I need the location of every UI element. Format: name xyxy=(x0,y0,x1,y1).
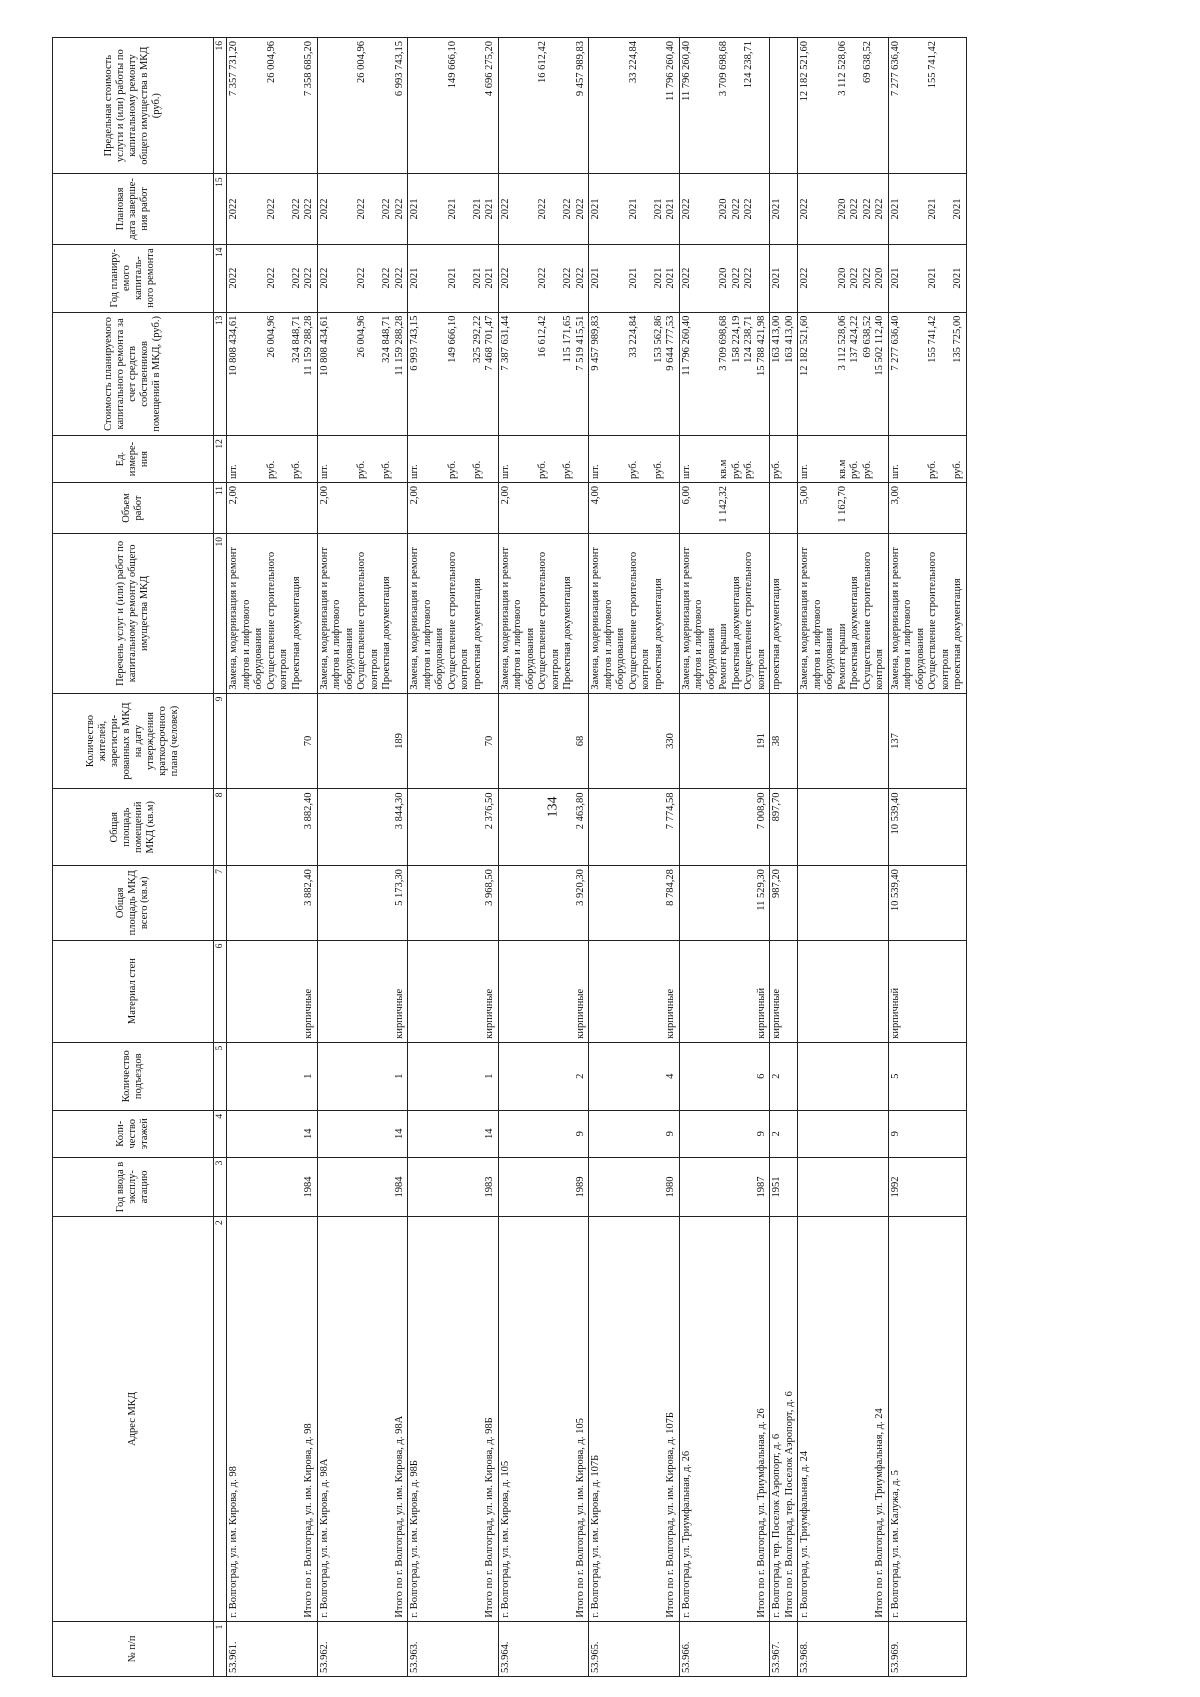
cell-col-9: 191 xyxy=(679,693,770,789)
cell-col-7: 3 882,40 xyxy=(227,866,318,941)
header-row xyxy=(53,38,214,1677)
cell-col-9: 330 xyxy=(589,693,680,789)
column-number: 7 xyxy=(214,866,227,941)
cell-col-10: Замена, модернизация и ремонт лифтов и лифтового оборудования Осуществление строительного контроля Проектная документация xyxy=(498,534,589,694)
cell-col-2: г. Волгоград, тер. Поселок Аэропорт, д. 6 Итого по г. Волгоград, тер. Поселок Аэропорт, д. 6 xyxy=(770,1217,798,1621)
cell-col-2: г. Волгоград, ул. им. Кирова, д. 98Б Итого по г. Волгоград, ул. им. Кирова, д. 98Б xyxy=(408,1217,499,1621)
cell-col-12: руб. xyxy=(770,436,798,483)
header-cell: Стоимость планируемого капитального ремонта за счет средств собственников помещений в МКД, (руб.) xyxy=(53,312,214,435)
cell-col-9: 38 xyxy=(770,693,798,789)
table-row xyxy=(679,38,770,1677)
cell-col-11: 3,00 xyxy=(888,482,966,533)
cell-col-3: 1987 xyxy=(679,1157,770,1217)
header-cell: Перечень услуг и (или) работ по капитальному ремонту общего имущества МКД xyxy=(53,534,214,694)
cell-col-6: кирпичные xyxy=(589,940,680,1042)
cell-col-11: 6,00 1 142,32 xyxy=(679,482,770,533)
cell-col-8: 3 844,30 xyxy=(317,789,408,866)
column-number: 3 xyxy=(214,1157,227,1217)
cell-col-7: 987,20 xyxy=(770,866,798,941)
cell-col-16: 149 666,10 4 696 275,20 xyxy=(408,38,499,174)
cell-col-5: 6 xyxy=(679,1042,770,1110)
header-cell: Предельная стоимость услуги и (или) работы по капитальному ремонту общего имущества в МКД (руб.) xyxy=(53,38,214,174)
cell-col-6: кирпичные xyxy=(317,940,408,1042)
column-number: 12 xyxy=(214,436,227,483)
cell-col-16: 12 182 521,60 3 112 528,06 69 638,52 xyxy=(798,38,889,174)
cell-col-9: 137 xyxy=(888,693,966,789)
cell-col-8: 3 882,40 xyxy=(227,789,318,866)
cell-col-15: 2021 xyxy=(770,174,798,244)
cell-col-5: 2 xyxy=(770,1042,798,1110)
cell-col-5: 1 xyxy=(408,1042,499,1110)
column-number: 15 xyxy=(214,174,227,244)
cell-col-2: г. Волгоград, ул. им. Кирова, д. 98А Итого по г. Волгоград, ул. им. Кирова, д. 98А xyxy=(317,1217,408,1621)
cell-col-6: кирпичные xyxy=(408,940,499,1042)
cell-col-16: 11 796 260,40 3 709 698,68 124 238,71 xyxy=(679,38,770,174)
cell-col-1: 53.963. xyxy=(408,1621,499,1676)
cell-col-4: 9 xyxy=(888,1110,966,1157)
cell-col-9: 189 xyxy=(317,693,408,789)
page-number: 134 xyxy=(545,796,560,818)
cell-col-6: кирпичные xyxy=(227,940,318,1042)
cell-col-3: 1989 xyxy=(498,1157,589,1217)
cell-col-2: г. Волгоград, ул. им. Калужа, д. 5 xyxy=(888,1217,966,1621)
cell-col-16 xyxy=(770,38,798,174)
cell-col-5 xyxy=(798,1042,889,1110)
column-number: 5 xyxy=(214,1042,227,1110)
header-cell: Количество подъездов xyxy=(53,1042,214,1110)
cell-col-15: 2022 2020 2022 2022 2022 xyxy=(798,174,889,244)
table-row xyxy=(317,38,408,1677)
cell-col-15: 2022 2022 2022 2022 xyxy=(498,174,589,244)
cell-col-1: 53.966. xyxy=(679,1621,770,1676)
cell-col-5: 5 xyxy=(888,1042,966,1110)
header-cell: Коли-чество этажей xyxy=(53,1110,214,1157)
cell-col-13: 12 182 521,60 3 112 528,06 137 424,22 69 638,52 15 502 112,40 xyxy=(798,312,889,435)
cell-col-13: 10 808 434,61 26 004,96 324 848,71 11 159 288,28 xyxy=(227,312,318,435)
repair-plan-table xyxy=(52,37,967,1677)
column-number: 11 xyxy=(214,482,227,533)
cell-col-3: 1992 xyxy=(888,1157,966,1217)
cell-col-10: Замена, модернизация и ремонт лифтов и лифтового оборудования Осуществление строительного контроля проектная документация xyxy=(408,534,499,694)
header-cell: Ед. измере-ния xyxy=(53,436,214,483)
cell-col-2: г. Волгоград, ул. им. Кирова, д. 105 Итого по г. Волгоград, ул. им. Кирова, д. 105 xyxy=(498,1217,589,1621)
cell-col-11: 5,00 1 162,70 xyxy=(798,482,889,533)
cell-col-4: 9 xyxy=(679,1110,770,1157)
cell-col-9 xyxy=(798,693,889,789)
column-number: 4 xyxy=(214,1110,227,1157)
cell-col-11: 2,00 xyxy=(227,482,318,533)
cell-col-11: 4,00 xyxy=(589,482,680,533)
header-cell: Общая площадь помещений МКД (кв.м) xyxy=(53,789,214,866)
cell-col-10: Замена, модернизация и ремонт лифтов и лифтового оборудования Ремонт крыши Проектная документация Осуществление строительного контроля xyxy=(798,534,889,694)
cell-col-14: 2022 2022 2022 2022 xyxy=(498,244,589,312)
column-number: 13 xyxy=(214,312,227,435)
cell-col-15: 2021 2021 2021 xyxy=(888,174,966,244)
cell-col-6: кирпичный xyxy=(888,940,966,1042)
cell-col-6 xyxy=(798,940,889,1042)
cell-col-8: 2 376,50 xyxy=(408,789,499,866)
cell-col-13: 6 993 743,15 149 666,10 325 292,22 7 468 701,47 xyxy=(408,312,499,435)
cell-col-16: 26 004,96 6 993 743,15 xyxy=(317,38,408,174)
cell-col-11: 2,00 xyxy=(408,482,499,533)
table-row xyxy=(408,38,499,1677)
header-cell: № п/п xyxy=(53,1621,214,1676)
cell-col-11: 2,00 xyxy=(498,482,589,533)
cell-col-3: 1951 xyxy=(770,1157,798,1217)
cell-col-1: 53.965. xyxy=(589,1621,680,1676)
column-number: 16 xyxy=(214,38,227,174)
cell-col-13: 10 808 434,61 26 004,96 324 848,71 11 159 288,28 xyxy=(317,312,408,435)
cell-col-7: 5 173,30 xyxy=(317,866,408,941)
cell-col-2: г. Волгоград, ул. им. Кирова, д. 107Б Итого по г. Волгоград, ул. им. Кирова, д. 107Б xyxy=(589,1217,680,1621)
cell-col-3: 1980 xyxy=(589,1157,680,1217)
cell-col-7: 10 539,40 xyxy=(888,866,966,941)
header-cell: Год планиру-емого капиталь-ного ремонта xyxy=(53,244,214,312)
header-cell: Объем работ xyxy=(53,482,214,533)
cell-col-6: кирпичные xyxy=(498,940,589,1042)
cell-col-6: кирпичный xyxy=(679,940,770,1042)
table-body xyxy=(227,38,967,1677)
cell-col-10: Замена, модернизация и ремонт лифтов и лифтового оборудования Осуществление строительного контроля Проектная документация xyxy=(227,534,318,694)
cell-col-16: 7 357 731,20 26 004,96 7 358 685,20 xyxy=(227,38,318,174)
cell-col-13: 9 457 989,83 33 224,84 153 562,86 9 644 777,53 xyxy=(589,312,680,435)
cell-col-4: 14 xyxy=(408,1110,499,1157)
cell-col-13: 7 277 636,40 155 741,42 135 725,00 xyxy=(888,312,966,435)
cell-col-14: 2022 2020 2022 2022 2020 xyxy=(798,244,889,312)
column-number: 8 xyxy=(214,789,227,866)
cell-col-15: 2021 2021 2021 2021 xyxy=(589,174,680,244)
cell-col-1: 53.961. xyxy=(227,1621,318,1676)
cell-col-1: 53.967. xyxy=(770,1621,798,1676)
cell-col-10: Замена, модернизация и ремонт лифтов и лифтового оборудования Ремонт крыши Проектная документация Осуществление строительного контроля xyxy=(679,534,770,694)
cell-col-5: 4 xyxy=(589,1042,680,1110)
table-row xyxy=(589,38,680,1677)
cell-col-12: шт. руб. руб. xyxy=(888,436,966,483)
cell-col-14: 2022 2022 2022 2022 xyxy=(227,244,318,312)
cell-col-9: 70 xyxy=(408,693,499,789)
cell-col-4: 9 xyxy=(498,1110,589,1157)
cell-col-14: 2022 2022 2022 2022 xyxy=(317,244,408,312)
cell-col-9: 68 xyxy=(498,693,589,789)
cell-col-2: г. Волгоград, ул. Триумфальная, д. 24 Итого по г. Волгоград, ул. Триумфальная, д. 24 xyxy=(798,1217,889,1621)
header-cell: Общая площадь МКД всего (кв.м) xyxy=(53,866,214,941)
cell-col-10: проектная документация xyxy=(770,534,798,694)
cell-col-15: 2022 2020 2022 2022 xyxy=(679,174,770,244)
cell-col-3: 1983 xyxy=(408,1157,499,1217)
cell-col-8 xyxy=(798,789,889,866)
cell-col-1: 53.968. xyxy=(798,1621,889,1676)
cell-col-4: 9 xyxy=(589,1110,680,1157)
cell-col-4: 14 xyxy=(317,1110,408,1157)
cell-col-12: шт. кв.м руб. руб. xyxy=(798,436,889,483)
table-row xyxy=(227,38,318,1677)
header-cell: Адрес МКД xyxy=(53,1217,214,1621)
cell-col-14: 2021 xyxy=(770,244,798,312)
cell-col-2: г. Волгоград, ул. Триумфальная, д. 26 Итого по г. Волгоград, ул. Триумфальная, д. 26 xyxy=(679,1217,770,1621)
cell-col-3 xyxy=(798,1157,889,1217)
cell-col-1: 53.969. xyxy=(888,1621,966,1676)
cell-col-13: 11 796 260,40 3 709 698,68 158 224,19 124 238,71 15 788 421,98 xyxy=(679,312,770,435)
cell-col-4 xyxy=(798,1110,889,1157)
cell-col-5: 1 xyxy=(227,1042,318,1110)
cell-col-8: 10 539,40 xyxy=(888,789,966,866)
cell-col-8: 7 774,58 xyxy=(589,789,680,866)
cell-col-12: шт. руб. руб. xyxy=(498,436,589,483)
cell-col-1: 53.962. xyxy=(317,1621,408,1676)
cell-col-10: Замена, модернизация и ремонт лифтов и лифтового оборудования Осуществление строительного контроля проектная документация xyxy=(589,534,680,694)
cell-col-13: 163 413,00 163 413,00 xyxy=(770,312,798,435)
column-number: 10 xyxy=(214,534,227,694)
cell-col-3: 1984 xyxy=(317,1157,408,1217)
cell-col-12: шт. руб. руб. xyxy=(589,436,680,483)
cell-col-15: 2021 2021 2021 2021 xyxy=(408,174,499,244)
table-row xyxy=(798,38,889,1677)
cell-col-6: кирпичные xyxy=(770,940,798,1042)
cell-col-7 xyxy=(798,866,889,941)
column-number: 14 xyxy=(214,244,227,312)
rotated-page xyxy=(52,37,1192,1677)
cell-col-16: 7 277 636,40 155 741,42 xyxy=(888,38,966,174)
cell-col-15: 2022 2022 2022 2022 xyxy=(317,174,408,244)
cell-col-15: 2022 2022 2022 2022 xyxy=(227,174,318,244)
cell-col-14: 2021 2021 2021 2021 xyxy=(589,244,680,312)
cell-col-14: 2021 2021 2021 xyxy=(888,244,966,312)
cell-col-8: 2 463,80 xyxy=(498,789,589,866)
table-row xyxy=(498,38,589,1677)
table-row xyxy=(888,38,966,1677)
cell-col-4: 14 xyxy=(227,1110,318,1157)
cell-col-16: 33 224,84 11 796 260,40 xyxy=(589,38,680,174)
header-cell: Плановая дата заверше-ния работ xyxy=(53,174,214,244)
cell-col-11 xyxy=(770,482,798,533)
cell-col-8: 897,70 xyxy=(770,789,798,866)
cell-col-8: 7 008,90 xyxy=(679,789,770,866)
cell-col-9: 70 xyxy=(227,693,318,789)
header-cell: Количество жителей, зарегистри-рованных в МКД на дату утверждения краткосрочного плана (человек) xyxy=(53,693,214,789)
header-cell: Материал стен xyxy=(53,940,214,1042)
column-number: 9 xyxy=(214,693,227,789)
cell-col-14: 2021 2021 2021 2021 xyxy=(408,244,499,312)
cell-col-7: 11 529,30 xyxy=(679,866,770,941)
cell-col-7: 3 920,30 xyxy=(498,866,589,941)
cell-col-3: 1984 xyxy=(227,1157,318,1217)
cell-col-10: Замена, модернизация и ремонт лифтов и лифтового оборудования Осуществление строительного контроля проектная документация xyxy=(888,534,966,694)
cell-col-12: шт. кв.м руб. руб. xyxy=(679,436,770,483)
cell-col-4: 2 xyxy=(770,1110,798,1157)
cell-col-10: Замена, модернизация и ремонт лифтов и лифтового оборудования Осуществление строительного контроля Проектная документация xyxy=(317,534,408,694)
column-number-row xyxy=(214,38,227,1677)
cell-col-5: 2 xyxy=(498,1042,589,1110)
cell-col-13: 7 387 631,44 16 612,42 115 171,65 7 519 415,51 xyxy=(498,312,589,435)
column-number: 1 xyxy=(214,1621,227,1676)
column-number: 6 xyxy=(214,940,227,1042)
table-row xyxy=(770,38,798,1677)
cell-col-1: 53.964. xyxy=(498,1621,589,1676)
cell-col-12: шт. руб. руб. xyxy=(317,436,408,483)
cell-col-5: 1 xyxy=(317,1042,408,1110)
cell-col-12: шт. руб. руб. xyxy=(408,436,499,483)
cell-col-2: г. Волгоград, ул. им. Кирова, д. 98 Итого по г. Волгоград, ул. им. Кирова, д. 98 xyxy=(227,1217,318,1621)
cell-col-7: 3 968,50 xyxy=(408,866,499,941)
cell-col-11: 2,00 xyxy=(317,482,408,533)
cell-col-14: 2022 2020 2022 2022 xyxy=(679,244,770,312)
cell-col-7: 8 784,28 xyxy=(589,866,680,941)
cell-col-12: шт. руб. руб. xyxy=(227,436,318,483)
column-number: 2 xyxy=(214,1217,227,1621)
cell-col-16: 16 612,42 9 457 989,83 xyxy=(498,38,589,174)
header-cell: Год ввода в эксплу-атацию xyxy=(53,1157,214,1217)
